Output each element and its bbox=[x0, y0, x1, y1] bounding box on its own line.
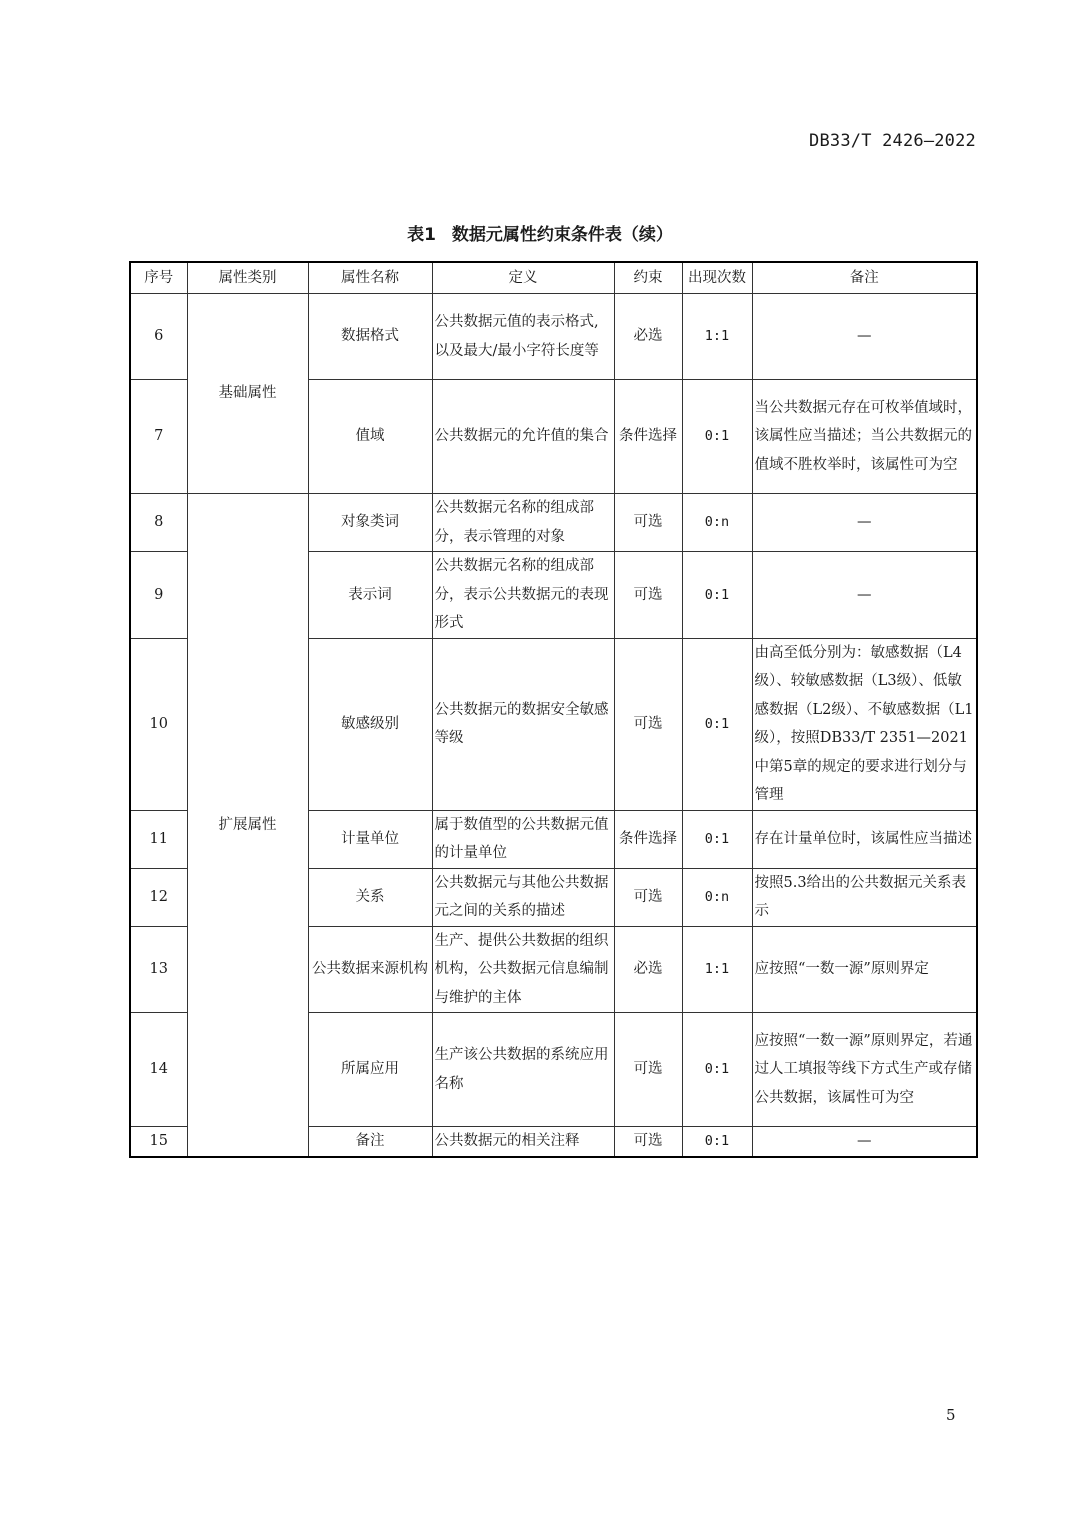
cell-occurrence: 0:1 bbox=[682, 810, 752, 868]
cell-remark: 应按照“一数一源”原则界定 bbox=[752, 926, 977, 1013]
cell-constraint: 可选 bbox=[614, 494, 682, 552]
cell-remark: 按照5.3给出的公共数据元关系表示 bbox=[752, 868, 977, 926]
cell-definition: 生产、提供公共数据的组织机构，公共数据元信息编制与维护的主体 bbox=[432, 926, 614, 1013]
cell-no: 12 bbox=[130, 868, 187, 926]
table-number: 表1 bbox=[407, 225, 436, 245]
document-code: DB33/T 2426—2022 bbox=[809, 131, 976, 151]
cell-constraint: 可选 bbox=[614, 868, 682, 926]
table-caption: 数据元属性约束条件表（续） bbox=[451, 225, 673, 245]
cell-definition: 公共数据元与其他公共数据元之间的关系的描述 bbox=[432, 868, 614, 926]
cell-occurrence: 1:1 bbox=[682, 926, 752, 1013]
cell-no: 8 bbox=[130, 494, 187, 552]
cell-definition: 公共数据元名称的组成部分，表示公共数据元的表现形式 bbox=[432, 552, 614, 639]
cell-remark: 当公共数据元存在可枚举值域时，该属性应当描述；当公共数据元的值域不胜枚举时，该属性可为空 bbox=[752, 380, 977, 494]
cell-name: 值域 bbox=[308, 380, 432, 494]
cell-occurrence: 0:1 bbox=[682, 380, 752, 494]
cell-remark: 由高至低分别为：敏感数据（L4级）、较敏感数据（L3级）、低敏感数据（L2级）、不敏感数据（L1级），按照DB33/T 2351—2021中第5章的规定的要求进行划分与管理 bbox=[752, 638, 977, 810]
cell-remark: — bbox=[752, 552, 977, 639]
cell-constraint: 可选 bbox=[614, 1127, 682, 1157]
cell-name: 数据格式 bbox=[308, 294, 432, 380]
cell-definition: 公共数据元名称的组成部分，表示管理的对象 bbox=[432, 494, 614, 552]
col-header-name: 属性名称 bbox=[308, 262, 432, 294]
category-extended: 扩展属性 bbox=[187, 494, 308, 1157]
category-basic: 基础属性 bbox=[187, 294, 308, 494]
cell-constraint: 可选 bbox=[614, 638, 682, 810]
cell-constraint: 必选 bbox=[614, 926, 682, 1013]
cell-no: 6 bbox=[130, 294, 187, 380]
cell-name: 计量单位 bbox=[308, 810, 432, 868]
cell-no: 11 bbox=[130, 810, 187, 868]
col-header-remark: 备注 bbox=[752, 262, 977, 294]
cell-remark: — bbox=[752, 494, 977, 552]
cell-no: 14 bbox=[130, 1013, 187, 1127]
cell-occurrence: 0:n bbox=[682, 494, 752, 552]
cell-name: 表示词 bbox=[308, 552, 432, 639]
cell-constraint: 条件选择 bbox=[614, 380, 682, 494]
cell-remark: 应按照“一数一源”原则界定，若通过人工填报等线下方式生产或存储公共数据，该属性可为空 bbox=[752, 1013, 977, 1127]
page-number: 5 bbox=[946, 1406, 956, 1424]
cell-no: 15 bbox=[130, 1127, 187, 1157]
cell-definition: 公共数据元的允许值的集合 bbox=[432, 380, 614, 494]
cell-constraint: 可选 bbox=[614, 552, 682, 639]
col-header-constraint: 约束 bbox=[614, 262, 682, 294]
cell-occurrence: 0:1 bbox=[682, 638, 752, 810]
cell-name: 对象类词 bbox=[308, 494, 432, 552]
attribute-constraint-table bbox=[129, 261, 978, 1158]
cell-name: 备注 bbox=[308, 1127, 432, 1157]
cell-name: 关系 bbox=[308, 868, 432, 926]
table-row bbox=[130, 294, 977, 380]
cell-no: 10 bbox=[130, 638, 187, 810]
cell-name: 所属应用 bbox=[308, 1013, 432, 1127]
col-header-definition: 定义 bbox=[432, 262, 614, 294]
table-row bbox=[130, 494, 977, 552]
cell-occurrence: 1:1 bbox=[682, 294, 752, 380]
cell-remark: 存在计量单位时，该属性应当描述 bbox=[752, 810, 977, 868]
cell-name: 敏感级别 bbox=[308, 638, 432, 810]
cell-occurrence: 0:1 bbox=[682, 1013, 752, 1127]
cell-occurrence: 0:n bbox=[682, 868, 752, 926]
cell-occurrence: 0:1 bbox=[682, 552, 752, 639]
cell-remark: — bbox=[752, 294, 977, 380]
cell-no: 13 bbox=[130, 926, 187, 1013]
cell-definition: 公共数据元的数据安全敏感等级 bbox=[432, 638, 614, 810]
cell-definition: 公共数据元值的表示格式,以及最大/最小字符长度等 bbox=[432, 294, 614, 380]
cell-definition: 公共数据元的相关注释 bbox=[432, 1127, 614, 1157]
cell-occurrence: 0:1 bbox=[682, 1127, 752, 1157]
cell-name: 公共数据来源机构 bbox=[308, 926, 432, 1013]
cell-definition: 生产该公共数据的系统应用名称 bbox=[432, 1013, 614, 1127]
col-header-no: 序号 bbox=[130, 262, 187, 294]
table-title bbox=[0, 220, 1080, 245]
col-header-occurrence: 出现次数 bbox=[682, 262, 752, 294]
cell-remark: — bbox=[752, 1127, 977, 1157]
cell-constraint: 条件选择 bbox=[614, 810, 682, 868]
cell-constraint: 可选 bbox=[614, 1013, 682, 1127]
cell-definition: 属于数值型的公共数据元值的计量单位 bbox=[432, 810, 614, 868]
col-header-category: 属性类别 bbox=[187, 262, 308, 294]
cell-no: 9 bbox=[130, 552, 187, 639]
table-header-row bbox=[130, 262, 977, 294]
cell-constraint: 必选 bbox=[614, 294, 682, 380]
cell-no: 7 bbox=[130, 380, 187, 494]
